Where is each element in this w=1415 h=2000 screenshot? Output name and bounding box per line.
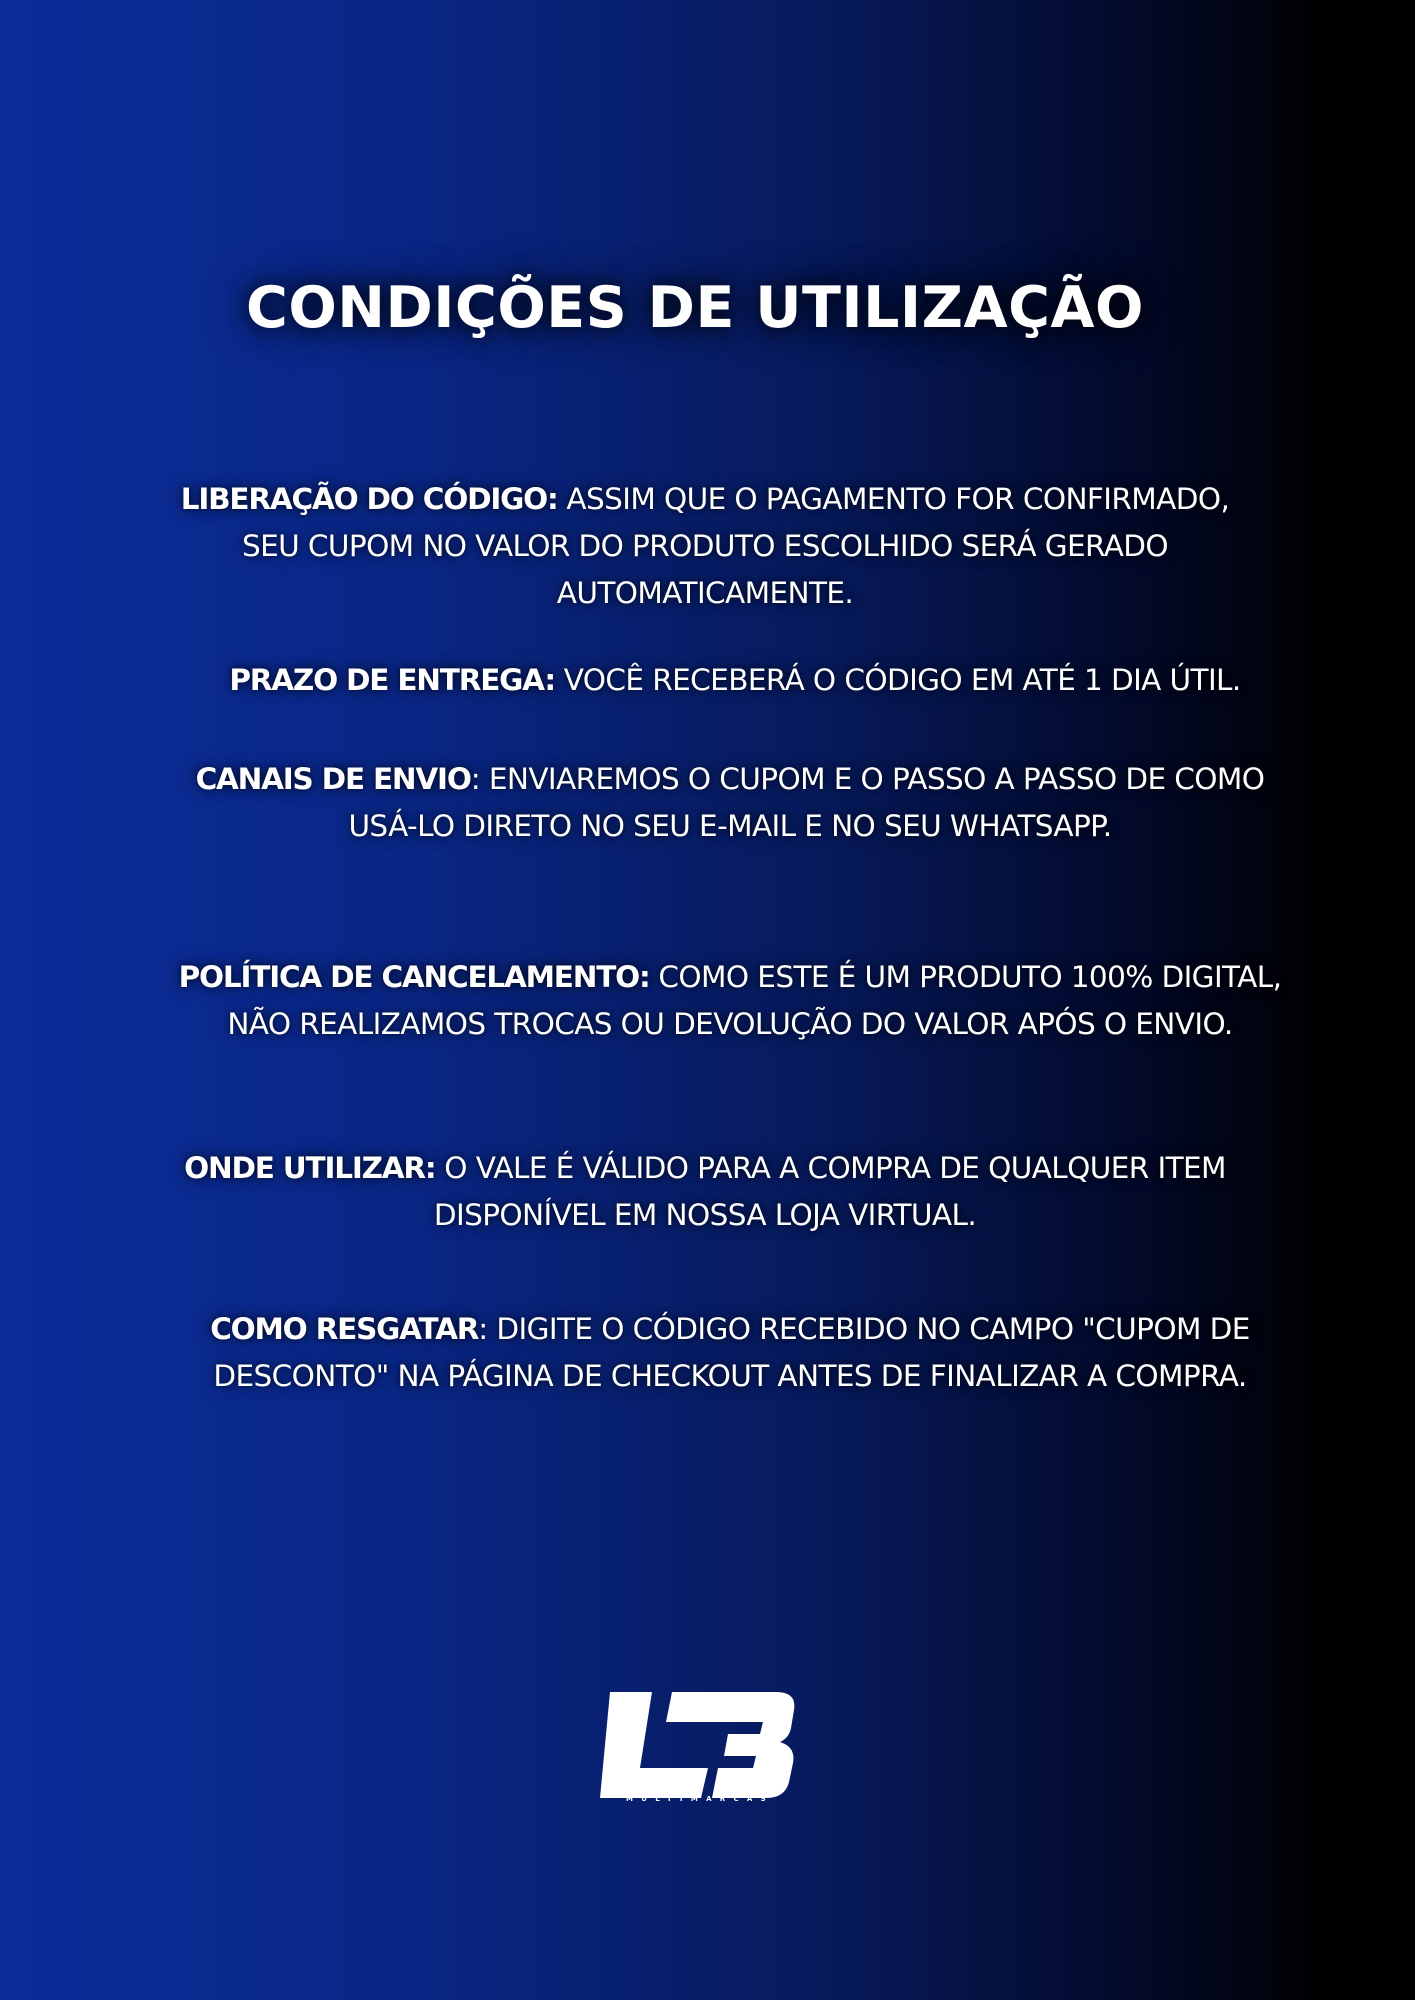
section-label: LIBERAÇÃO DO CÓDIGO: (180, 482, 558, 516)
section-text: VOCÊ RECEBERÁ O CÓDIGO EM ATÉ 1 DIA ÚTIL. (554, 663, 1241, 697)
section-onde-utilizar (170, 1145, 1240, 1239)
section-text: COMO ESTE É UM PRODUTO 100% DIGITAL, NÃO REALIZAMOS TROCAS OU DEVOLUÇÃO DO VALOR APÓS O ENVIO. (227, 960, 1282, 1041)
lb-multimarcas-logo-icon (600, 1690, 800, 1805)
section-politica-de-cancelamento (160, 954, 1300, 1048)
section-text: : ENVIAREMOS O CUPOM E O PASSO A PASSO DE COMO USÁ-LO DIRETO NO SEU E-MAIL E NO SEU WHATSAPP. (348, 762, 1265, 843)
section-label: POLÍTICA DE CANCELAMENTO: (178, 960, 650, 994)
section-label: PRAZO DE ENTREGA: (229, 663, 555, 697)
section-label: CANAIS DE ENVIO (195, 762, 471, 796)
section-label: ONDE UTILIZAR: (184, 1151, 436, 1185)
section-canais-de-envio (180, 756, 1280, 850)
page-title: CONDIÇÕES DE UTILIZAÇÃO (246, 275, 1144, 341)
section-text: : DIGITE O CÓDIGO RECEBIDO NO CAMPO "CUPOM DE DESCONTO" NA PÁGINA DE CHECKOUT ANTES DE FINALIZAR A COMPRA. (213, 1312, 1250, 1393)
logo-tagline: MULTIMARCAS (625, 1795, 774, 1803)
section-text: O VALE É VÁLIDO PARA A COMPRA DE QUALQUER ITEM DISPONÍVEL EM NOSSA LOJA VIRTUAL. (433, 1151, 1226, 1232)
section-como-resgatar (160, 1306, 1300, 1400)
section-text: ASSIM QUE O PAGAMENTO FOR CONFIRMADO, SEU CUPOM NO VALOR DO PRODUTO ESCOLHIDO SERÁ GERADO AUTOMATICAMENTE. (241, 482, 1230, 610)
section-liberacao-do-codigo (180, 476, 1230, 617)
section-prazo-de-entrega (160, 657, 1310, 704)
section-label: COMO RESGATAR (210, 1312, 479, 1346)
